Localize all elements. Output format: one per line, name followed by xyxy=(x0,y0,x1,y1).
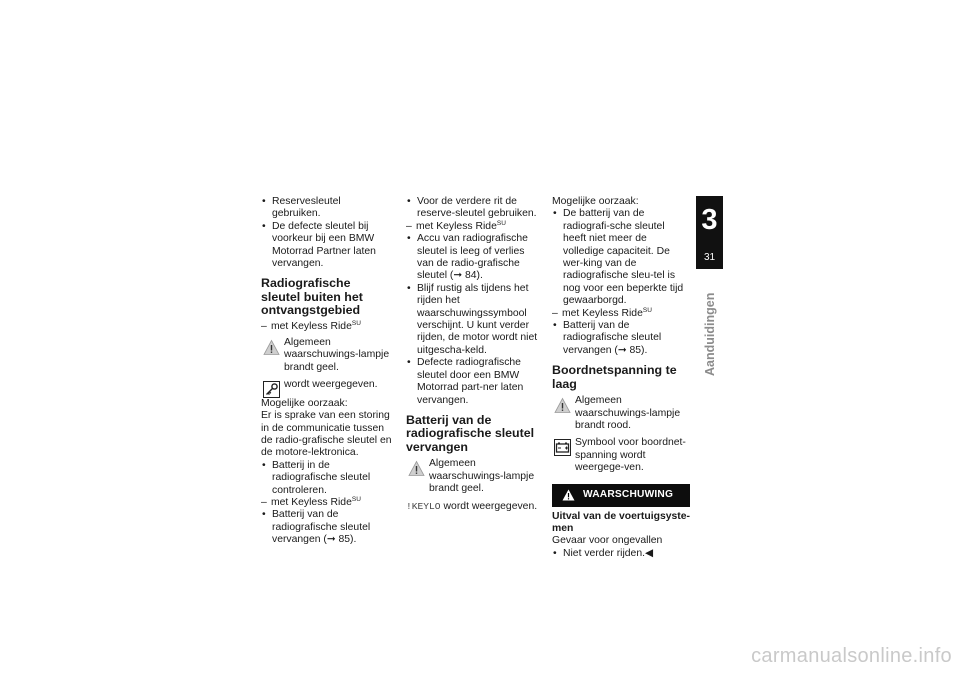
key-symbol-row xyxy=(261,379,392,391)
warning-lamp-text-2: Algemeen waarschuwings-lampje brandt geel. xyxy=(429,458,535,494)
chapter-side-label: Aanduidingen xyxy=(703,292,717,376)
keyless-ride-sup-2: SU xyxy=(351,495,361,503)
column-1 xyxy=(261,196,392,547)
bullet-replace-battery-2: • Batterij van de radiografische sleutel vervangen (➞ 85). xyxy=(552,320,690,357)
chapter-number: 3 xyxy=(701,204,718,236)
cause-paragraph: Er is sprake van een storing in de communicatie tussen de radio-grafische sleutel en de motore-lektronica. xyxy=(261,410,392,459)
keyless-ride-text: met Keyless Ride xyxy=(271,320,352,332)
display-message-line xyxy=(406,501,541,513)
keyless-ride-text-3: met Keyless Ride xyxy=(416,220,497,232)
bullet-battery-empty: • Accu van radiografische sleutel is leeg of verlies van de radio-grafische sleutel (➞ 84). xyxy=(406,233,541,283)
battery-icon xyxy=(554,439,571,456)
bullet-replace-key: • De defecte sleutel bij voorkeur bij een BMW Motorrad Partner laten vervangen. xyxy=(261,221,392,271)
cause-label: Mogelijke oorzaak: xyxy=(261,397,348,409)
keyless-ride-text-4: met Keyless Ride xyxy=(562,307,643,319)
page-number: 31 xyxy=(703,252,716,263)
warning-triangle-icon xyxy=(554,397,571,414)
column-2 xyxy=(406,196,541,514)
column-3 xyxy=(552,196,690,560)
bullet-stay-calm: • Blijf rustig als tijdens het rijden het waarschuwingssymbool verschijnt. U kunt verder rijden, de motor wordt niet uitgescha-keld. xyxy=(406,283,541,357)
key-symbol-text: wordt weergegeven. xyxy=(284,379,378,391)
watermark: carmanualsonline.info xyxy=(751,645,952,667)
warning-title: Uitval van de voertuigsyste-men xyxy=(552,510,691,534)
bullet-use-spare-key: • Reservesleutel gebruiken. xyxy=(261,196,392,221)
keyless-ride-sup-3: SU xyxy=(496,219,506,227)
keyless-ride-sup: SU xyxy=(351,319,361,327)
keyless-ride-note-2 xyxy=(261,497,392,509)
warning-triangle-icon xyxy=(263,339,280,356)
section-heading-low-voltage: Boordnetspanning te laag xyxy=(552,363,677,391)
cause-label-2: Mogelijke oorzaak: xyxy=(552,196,639,207)
keyless-ride-text-2: met Keyless Ride xyxy=(271,496,352,508)
warning-lamp-row xyxy=(261,337,392,374)
warning-triangle-icon xyxy=(408,460,425,477)
voltage-symbol-text: Symbool voor boordnet-spanning wordt weergege-ven. xyxy=(575,437,686,474)
warning-subtitle: Gevaar voor ongevallen xyxy=(552,535,663,547)
key-warning-icon xyxy=(263,381,280,398)
keyless-ride-note-3 xyxy=(406,221,541,233)
warning-banner xyxy=(552,484,690,507)
bullet-check-battery: • Batterij in de radiografische sleutel controleren. xyxy=(261,460,392,497)
display-message-text: wordt weergegeven. xyxy=(443,501,538,513)
warning-lamp-row-3 xyxy=(552,395,690,432)
chapter-marker xyxy=(696,196,723,269)
warning-lamp-row-2 xyxy=(406,458,541,495)
voltage-symbol-row xyxy=(552,437,690,474)
keyless-ride-note xyxy=(261,321,392,333)
bullet-battery-capacity: • De batterij van de radiografi-sche sleutel heeft niet meer de volledige capaciteit. De wer-king van de radiografische sleu-tel is nog voor een beperkte tijd gewaarborgd. xyxy=(552,208,690,307)
keyless-ride-note-4 xyxy=(552,308,690,320)
bullet-defective-key: • Defecte radiografische sleutel door een BMW Motorrad part-ner laten vervangen. xyxy=(406,357,541,407)
warning-triangle-icon xyxy=(562,489,575,501)
bullet-replace-battery: • Batterij van de radiografische sleutel vervangen (➞ 85). xyxy=(261,509,392,546)
warning-lamp-text: Algemeen waarschuwings-lampje brandt geel. xyxy=(284,337,390,373)
section-heading-out-of-range: Radiografische sleutel buiten het ontvangstgebied xyxy=(261,276,363,318)
keyless-ride-sup-4: SU xyxy=(642,306,652,314)
warning-lamp-text-3: Algemeen waarschuwings-lampje brandt rood. xyxy=(575,395,681,431)
section-heading-replace-battery: Batterij van de radiografische sleutel vervangen xyxy=(406,412,535,454)
bullet-stop-riding: • Niet verder rijden.◀ xyxy=(552,548,690,560)
warning-label: WAARSCHUWING xyxy=(583,488,674,500)
display-code: !KEYLO xyxy=(406,501,441,513)
bullet-use-spare-key-further: • Voor de verdere rit de reserve-sleutel gebruiken. xyxy=(406,196,541,221)
